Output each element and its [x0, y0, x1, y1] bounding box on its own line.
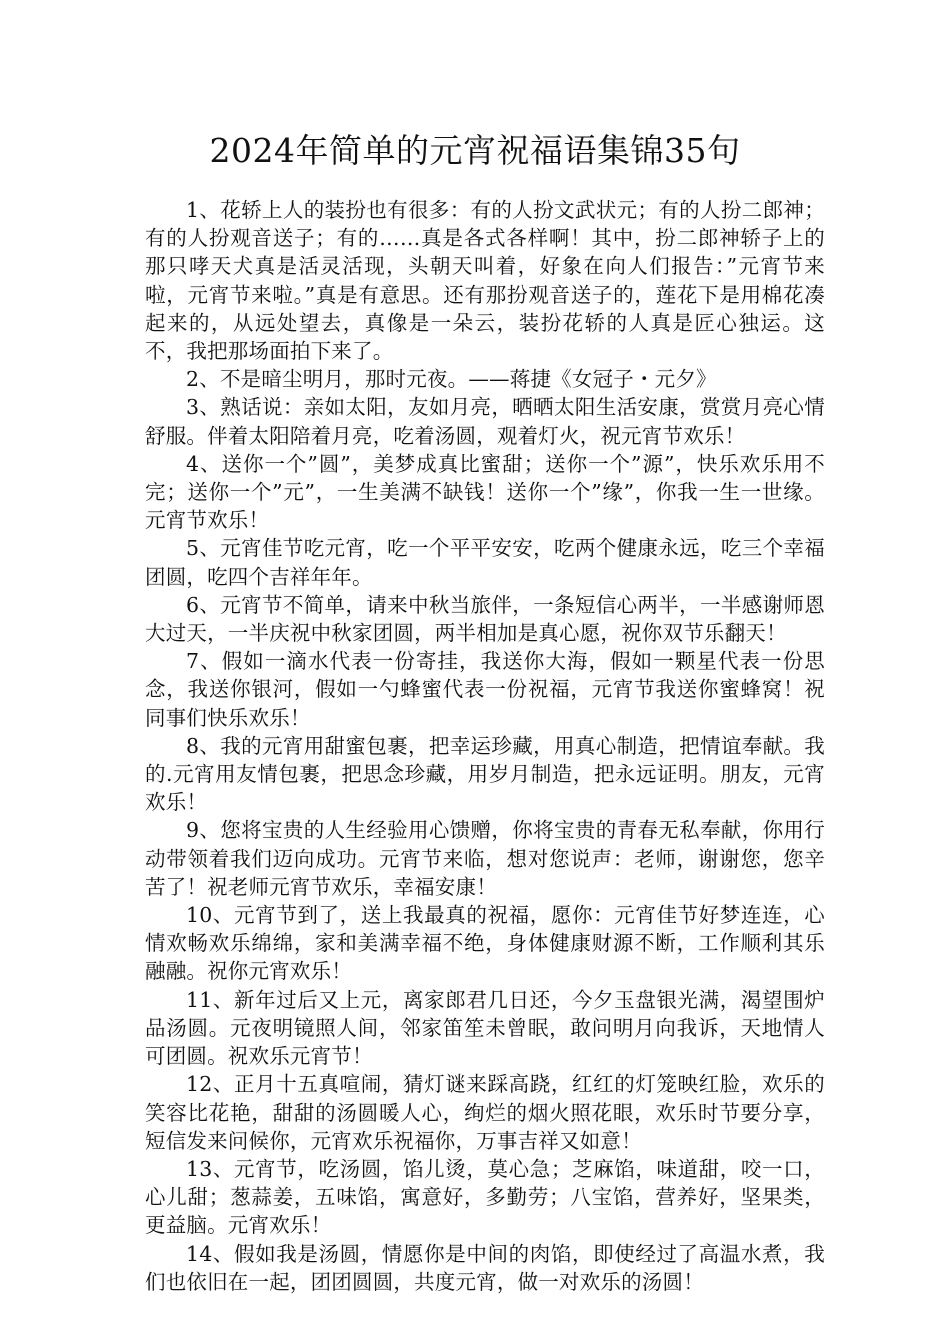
paragraph-1: 1、花轿上人的装扮也有很多：有的人扮文武状元；有的人扮二郎神；有的人扮观音送子；有的……真是各式各样啊！其中，扮二郎神轿子上的那只哮天犬真是活灵活现，头朝天叫着，好象在向人们报告：”元宵节来啦，元宵节来啦。”真是有意思。还有那扮观音送子的，莲花下是用棉花凑起来的，从远处望去，真像是一朵云，装扮花轿的人真是匠心独运。这不，我把那场面拍下来了。: [145, 198, 825, 364]
paragraph-8: 8、我的元宵用甜蜜包裹，把幸运珍藏，用真心制造，把情谊奉献。我的.元宵用友情包裹，把思念珍藏，用岁月制造，把永远证明。朋友，元宵欢乐！: [145, 733, 825, 815]
paragraph-5: 5、元宵佳节吃元宵，吃一个平平安安，吃两个健康永远，吃三个幸福团圆，吃四个吉祥年年。: [145, 536, 825, 589]
paragraph-3: 3、熟话说：亲如太阳，友如月亮，晒晒太阳生活安康，赏赏月亮心情舒服。伴着太阳陪着月亮，吃着汤圆，观着灯火，祝元宵节欢乐！: [145, 395, 825, 448]
paragraph-10: 10、元宵节到了，送上我最真的祝福，愿你：元宵佳节好梦连连，心情欢畅欢乐绵绵，家和美满幸福不绝，身体健康财源不断，工作顺利其乐融融。祝你元宵欢乐！: [145, 903, 825, 984]
document-title: 2024年简单的元宵祝福语集锦35句: [209, 131, 741, 170]
paragraph-4: 4、送你一个”圆”，美梦成真比蜜甜；送你一个”源”，快乐欢乐用不完；送你一个”元”，一生美满不缺钱！送你一个”缘”，你我一生一世缘。元宵节欢乐！: [145, 451, 825, 533]
paragraph-2: 2、不是暗尘明月，那时元夜。——蒋捷《女冠子・元夕》: [186, 367, 717, 392]
paragraph-13: 13、元宵节，吃汤圆，馅儿烫，莫心急；芝麻馅，味道甜，咬一口，心儿甜；葱蒜姜，五味馅，寓意好，多勤劳；八宝馅，营养好，坚果类，更益脑。元宵欢乐！: [145, 1156, 825, 1238]
paragraph-6: 6、元宵节不简单，请来中秋当旅伴，一条短信心两半，一半感谢师恩大过天，一半庆祝中秋家团圆，两半相加是真心愿，祝你双节乐翻天！: [145, 592, 825, 646]
paragraph-11: 11、新年过后又上元，离家郎君几日还，今夕玉盘银光满，渴望围炉品汤圆。元夜明镜照人间，邻家笛笙未曾眠，敢问明月向我诉，天地情人可团圆。祝欢乐元宵节！: [145, 987, 825, 1069]
paragraph-7: 7、假如一滴水代表一份寄挂，我送你大海，假如一颗星代表一份思念，我送你银河，假如一勺蜂蜜代表一份祝福，元宵节我送你蜜蜂窝！祝同事们快乐欢乐！: [145, 649, 825, 730]
paragraph-12: 12、正月十五真喧闹，猜灯谜来踩高跷，红红的灯笼映红脸，欢乐的笑容比花艳，甜甜的汤圆暖人心，绚烂的烟火照花眼，欢乐时节要分享，短信发来问候你，元宵欢乐祝福你，万事吉祥又如意！: [145, 1072, 825, 1153]
document-body: [145, 196, 825, 1296]
paragraph-14: 14、假如我是汤圆，情愿你是中间的肉馅，即使经过了高温水煮，我们也依旧在一起，团团圆圆，共度元宵，做一对欢乐的汤圆！: [145, 1241, 825, 1294]
paragraph-9: 9、您将宝贵的人生经验用心馈赠，你将宝贵的青春无私奉献，你用行动带领着我们迈向成功。元宵节来临，想对您说声：老师，谢谢您，您辛苦了！祝老师元宵节欢乐，幸福安康！: [145, 818, 825, 899]
